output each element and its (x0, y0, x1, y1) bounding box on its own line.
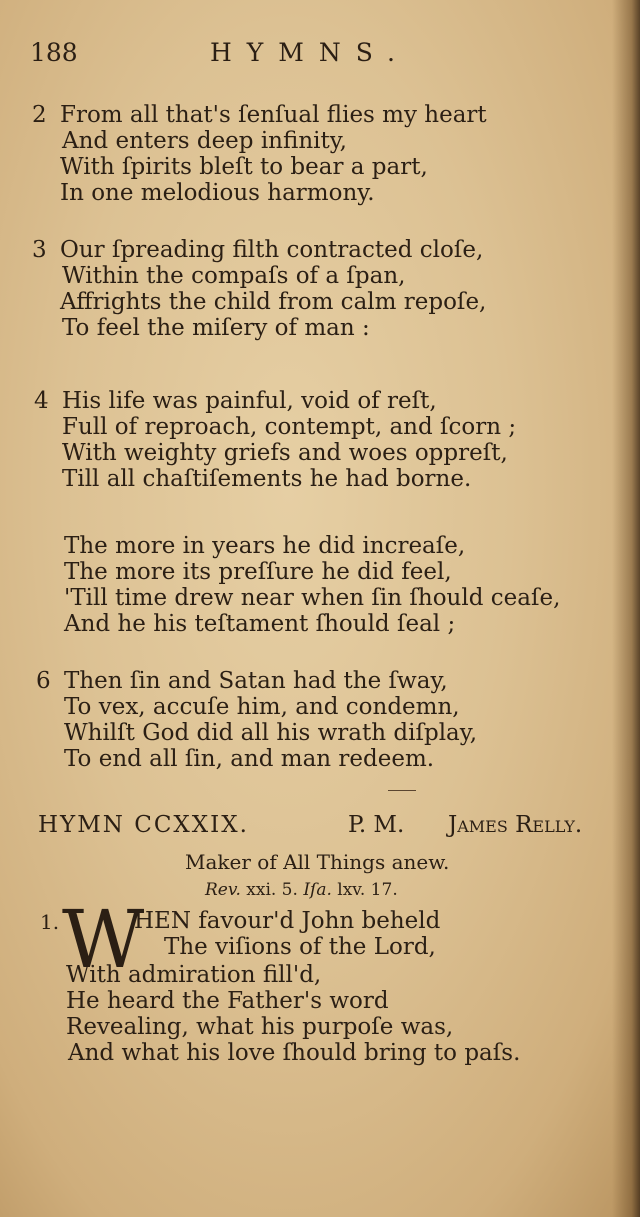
verse-line: And enters deep infinity, (62, 128, 347, 154)
verse-line: Affrights the child from calm repoſe, (60, 289, 487, 315)
verse-number: 6 (36, 668, 51, 694)
hymn-subtitle: Maker of All Things anew. (185, 850, 450, 874)
verse-line: His life was painful, void of reſt, (62, 388, 437, 414)
verse-line: With admiration fill'd, (66, 962, 322, 988)
verse-line: Then ſin and Satan had the ſway, (64, 668, 448, 694)
verse-line: HEN favour'd John beheld (134, 908, 441, 934)
verse-line: And he his teſtament ſhould ſeal ; (64, 611, 456, 637)
hymn-author: James Relly. (448, 812, 583, 838)
verse-line: With weighty griefs and woes oppreſt, (62, 440, 508, 466)
verse-line: Revealing, what his purpoſe was, (66, 1014, 454, 1040)
scripture-passage: xxi. 5. (246, 880, 298, 900)
verse-number: 3 (32, 237, 47, 263)
verse-line: He heard the Father's word (66, 988, 389, 1014)
hymn-header (38, 812, 598, 846)
hymn-scripture (205, 880, 398, 900)
scripture-book: Rev. (205, 880, 241, 900)
verse-line: The more its preſſure he did feel, (64, 559, 452, 585)
verse-line: Our ſpreading filth contracted cloſe, (60, 237, 484, 263)
verse-line: To feel the miſery of man : (62, 315, 370, 341)
running-title: HYMNS. (210, 38, 410, 67)
hymn-number: HYMN CCXXIX. (38, 812, 249, 838)
verse-line: The viſions of the Lord, (164, 934, 436, 960)
scripture-passage: lxv. 17. (337, 880, 398, 900)
scripture-book: Iſa. (303, 880, 332, 900)
verse-number: 1. (40, 910, 60, 934)
verse-line: To end all ſin, and man redeem. (64, 746, 435, 772)
verse-line: Within the compaſs of a ſpan, (62, 263, 406, 289)
verse-line: With ſpirits bleſt to bear a part, (60, 154, 428, 180)
page-number: 188 (30, 38, 78, 67)
verse-line: And what his love ſhould bring to paſs. (68, 1040, 521, 1066)
verse-line: Till all chaſtiſements he had borne. (62, 466, 472, 492)
verse-line: From all that's ſenſual flies my heart (60, 102, 487, 128)
verse-line: 'Till time drew near when ſin ſhould ceaſe, (64, 585, 561, 611)
running-head (0, 38, 640, 78)
verse-number: 4 (34, 388, 49, 414)
divider (388, 790, 416, 791)
verse-line: To vex, accuſe him, and condemn, (64, 694, 460, 720)
drop-cap: W (62, 893, 145, 986)
verse-line: Full of reproach, contempt, and ſcorn ; (62, 414, 517, 440)
verse-line: In one melodious harmony. (60, 180, 375, 206)
verse-number: 2 (32, 102, 47, 128)
verse-line: The more in years he did increaſe, (64, 533, 466, 559)
verse-line: Whilſt God did all his wrath diſplay, (64, 720, 478, 746)
hymn-meter: P. M. (348, 812, 405, 838)
